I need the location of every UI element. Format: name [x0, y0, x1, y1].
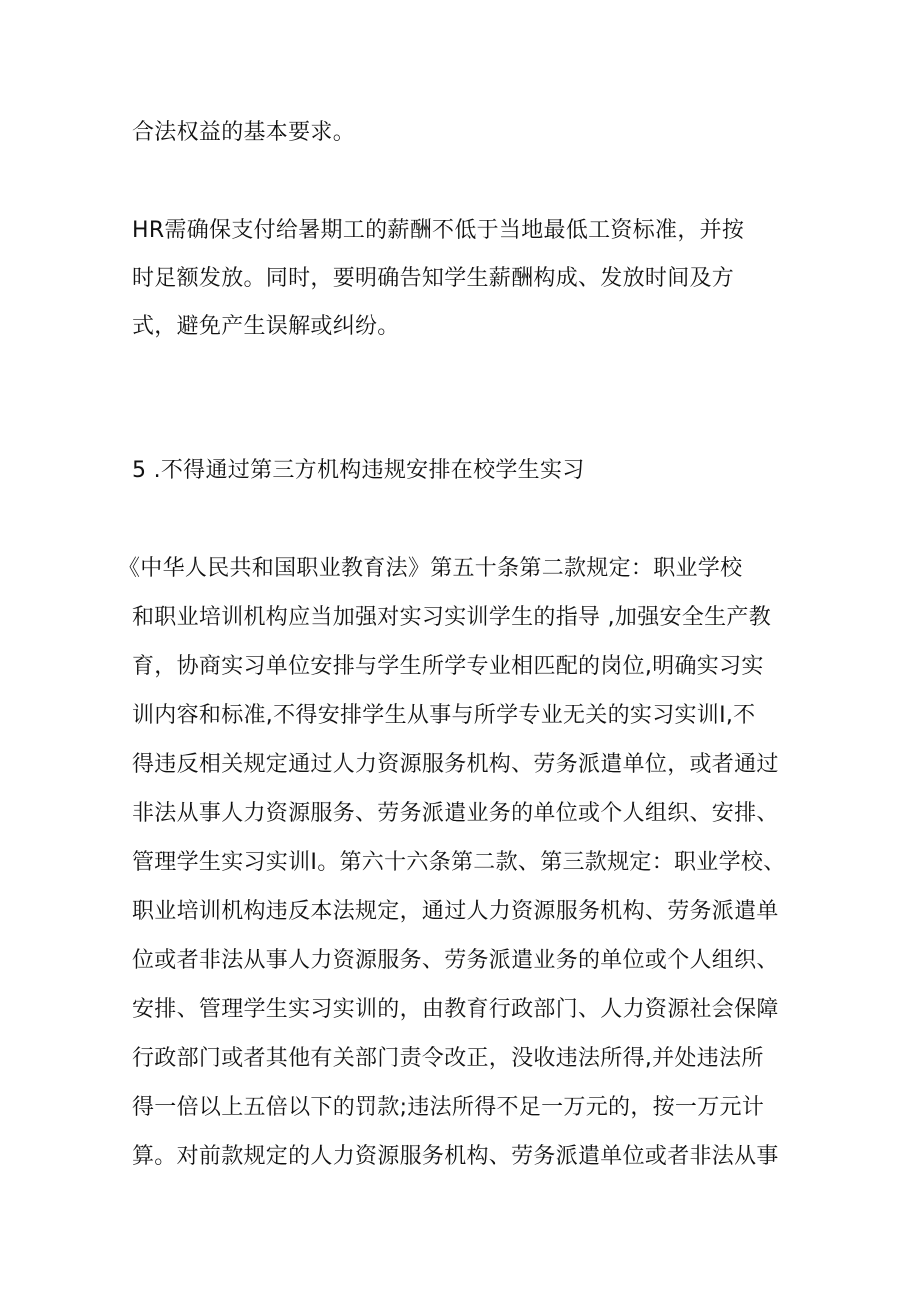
- paragraph-line: 时足额发放。同时，要明确告知学生薪酬构成、发放时间及方: [132, 266, 735, 291]
- paragraph-line: 训内容和标准,不得安排学生从事与所学专业无关的实习实训I,不: [132, 703, 756, 728]
- paragraph-line: 位或者非法从事人力资源服务、劳务派遣业务的单位或个人组织、: [132, 948, 779, 973]
- paragraph-line: 合法权益的基本要求。: [132, 120, 356, 145]
- paragraph-line: 育，协商实习单位安排与学生所学专业相匹配的岗位,明确实习实: [132, 654, 764, 679]
- section-heading: 5 .不得通过第三方机构违规安排在校学生实习: [132, 458, 585, 483]
- paragraph-line: 行政部门或者其他有关部门责令改正，没收违法所得,并处违法所: [132, 1046, 764, 1071]
- paragraph-line: 得违反相关规定通过人力资源服务机构、劳务派遣单位，或者通过: [132, 752, 779, 777]
- paragraph-line: 算。对前款规定的人力资源服务机构、劳务派遣单位或者非法从事: [132, 1144, 779, 1169]
- paragraph-line: 管理学生实习实训I。第六十六条第二款、第三款规定：职业学校、: [132, 850, 786, 875]
- paragraph-line: 和职业培训机构应当加强对实习实训学生的指导 ,加强安全生产教: [132, 605, 771, 630]
- paragraph-line: 安排、管理学生实习实训的，由教育行政部门、人力资源社会保障: [132, 997, 779, 1022]
- paragraph-line: HR需确保支付给暑期工的薪酬不低于当地最低工资标准，并按: [132, 218, 745, 243]
- paragraph-line: 职业培训机构违反本法规定，通过人力资源服务机构、劳务派遣单: [132, 899, 779, 924]
- paragraph-line: 非法从事人力资源服务、劳务派遣业务的单位或个人组织、安排、: [132, 801, 779, 826]
- paragraph-line: 式，避免产生误解或纠纷。: [132, 314, 400, 339]
- paragraph-line: 《中华人民共和国职业教育法》第五十条第二款规定：职业学校: [118, 556, 743, 581]
- paragraph-line: 得一倍以上五倍以下的罚款;违法所得不足一万元的，按一万元计: [132, 1095, 765, 1120]
